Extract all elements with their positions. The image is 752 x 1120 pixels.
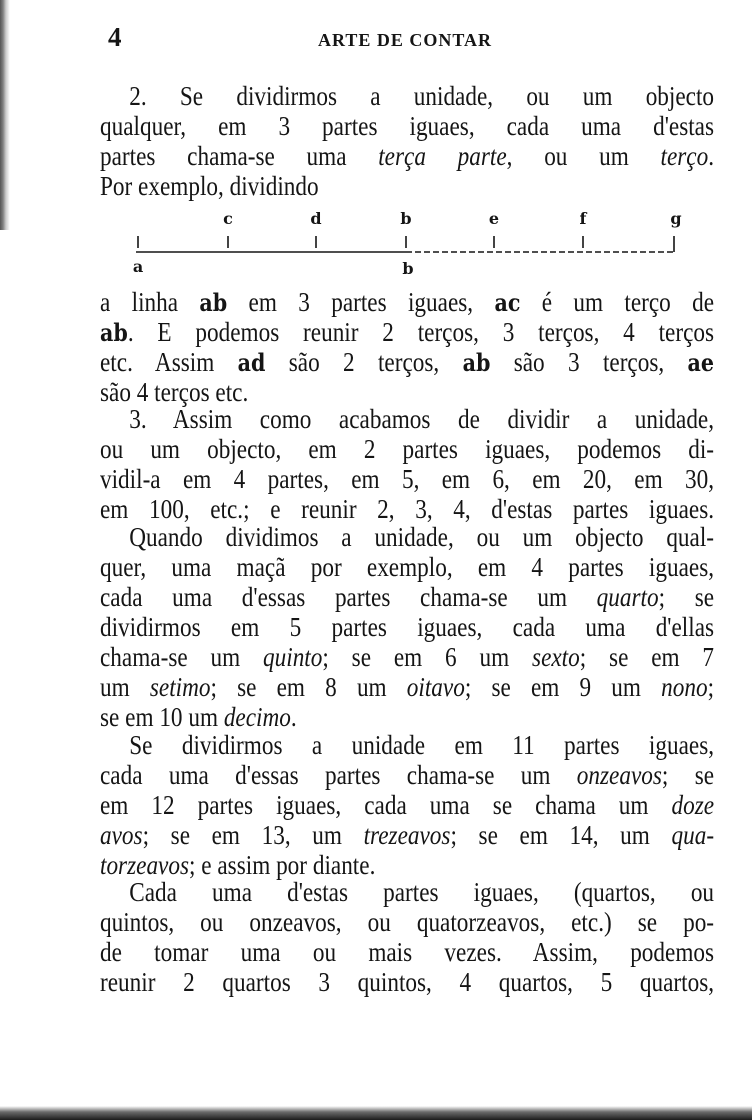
page-bottom-shadow [0, 1106, 752, 1120]
point-label-e: e [488, 209, 500, 228]
point-label-b-bottom: b [402, 259, 414, 278]
text-line: Por exemplo, dividindo [100, 171, 319, 201]
text-line: qualquer, em 3 partes iguaes, cada uma d'estas [100, 111, 715, 141]
italic-term: sexto [532, 642, 580, 672]
text-line: cada uma d'essas partes chama-se um quarto; se [100, 582, 715, 612]
page-number: 4 [108, 22, 122, 52]
italic-term: terço [660, 141, 709, 171]
text-line: quer, uma maçã por exemplo, em 4 partes iguaes, [100, 552, 715, 582]
text-line: dividirmos em 5 partes iguaes, cada uma d'ellas [100, 612, 715, 642]
text-line: Se dividirmos a unidade em 11 partes iguaes, [129, 730, 715, 760]
italic-term: qua- [671, 820, 715, 850]
italic-term: doze [671, 790, 715, 820]
italic-term: nono [661, 672, 708, 702]
paragraph-2 [100, 288, 714, 408]
text-line: a linha ab em 3 partes iguaes, ac é um terço de [100, 287, 715, 317]
paragraph-3 [100, 405, 714, 525]
page-header [0, 22, 752, 54]
italic-term: trezeavos [363, 820, 451, 850]
text-line: em 12 partes iguaes, cada uma se chama um doze [100, 790, 715, 820]
text-line: 2. Se dividirmos a unidade, ou um objecto [129, 81, 715, 111]
text-line: partes chama-se uma terça parte, ou um terço. [100, 141, 715, 171]
text-line: em 100, etc.; e reunir 2, 3, 4, d'estas partes iguaes. [100, 494, 715, 524]
point-label-c: c [223, 209, 233, 228]
text-line: quintos, ou onzeavos, ou quatorzeavos, etc.) se po- [100, 907, 715, 937]
italic-term: terça parte [378, 141, 507, 171]
point-label-g: g [670, 209, 682, 228]
text-line: etc. Assim ad são 2 terços, ab são 3 terços, ae [100, 347, 715, 377]
line-diagram [128, 206, 688, 286]
text-line: chama-se um quinto; se em 6 um sexto; se em 7 [100, 642, 715, 672]
text-line: torzeavos; e assim por diante. [100, 850, 376, 880]
text-line: reunir 2 quartos 3 quintos, 4 quartos, 5 quartos, [100, 967, 715, 997]
point-label-f: f [579, 209, 587, 228]
text-line: vidil-a em 4 partes, em 5, em 6, em 20, em 30, [100, 464, 715, 494]
running-title: ARTE DE CONTAR [318, 30, 493, 50]
text-line: um setimo; se em 8 um oitavo; se em 9 um nono; [100, 672, 715, 702]
text-line: cada uma d'essas partes chama-se um onzeavos; se [100, 760, 715, 790]
paragraph-5 [100, 731, 714, 881]
paragraph-6 [100, 878, 714, 998]
italic-term: avos [100, 820, 143, 850]
text-line: ou um objecto, em 2 partes iguaes, podemos di- [100, 434, 715, 464]
italic-term: torzeavos [100, 850, 190, 880]
text-line: são 4 terços etc. [100, 377, 249, 407]
text-line: Cada uma d'estas partes iguaes, (quartos, ou [129, 877, 715, 907]
italic-term: onzeavos [576, 760, 662, 790]
paragraph-1 [100, 82, 714, 202]
italic-term: setimo [149, 672, 211, 702]
text-line: Quando dividimos a unidade, ou um objecto qual- [129, 522, 715, 552]
text-line: se em 10 um decimo. [100, 702, 297, 732]
text-line: de tomar uma ou mais vezes. Assim, podemos [100, 937, 715, 967]
point-label-d: d [310, 209, 322, 228]
text-line: ab. E podemos reunir 2 terços, 3 terços, 4 terços [100, 317, 715, 347]
point-label-a: a [132, 257, 144, 276]
italic-term: quarto [596, 582, 659, 612]
text-line: 3. Assim como acabamos de dividir a unidade, [129, 404, 715, 434]
italic-term: oitavo [406, 672, 465, 702]
paragraph-4 [100, 523, 714, 733]
line-diagram-svg [128, 206, 688, 286]
italic-term: quinto [263, 642, 323, 672]
italic-term: decimo [223, 702, 291, 732]
point-label-b-top: b [400, 209, 412, 228]
text-line: avos; se em 13, um trezeavos; se em 14, um qua- [100, 820, 715, 850]
